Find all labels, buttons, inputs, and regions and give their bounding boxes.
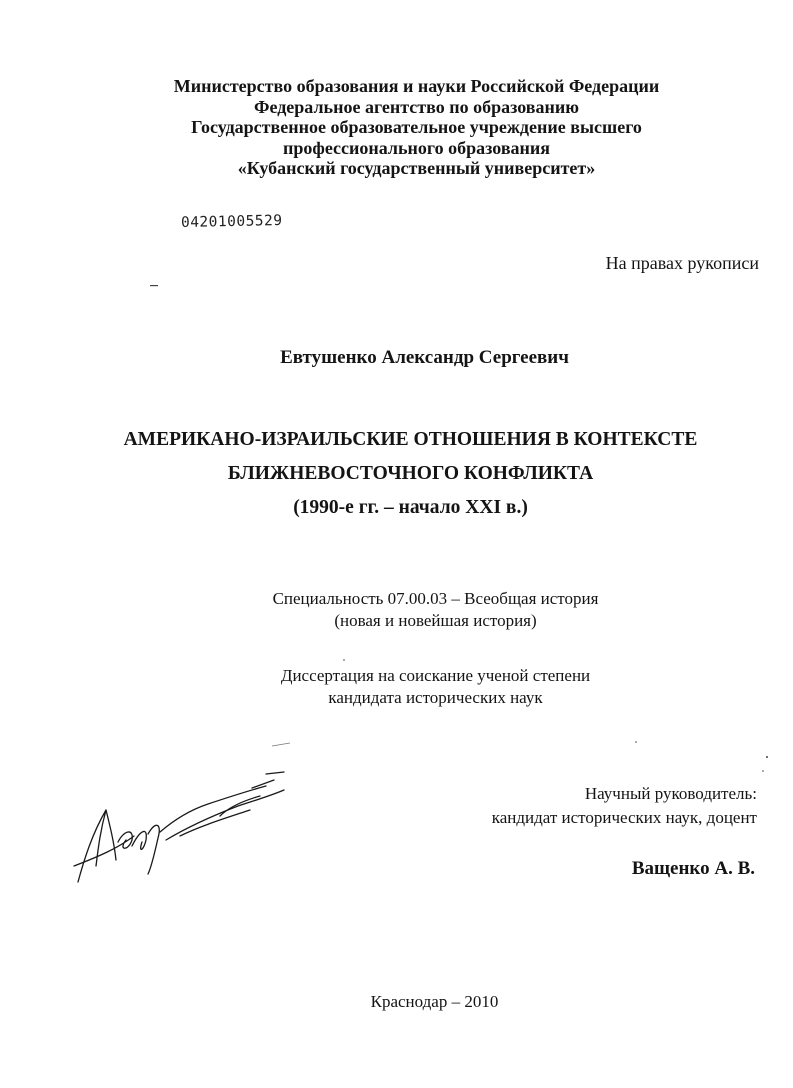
speck xyxy=(343,659,345,661)
advisor-name: Ващенко А. В. xyxy=(631,858,755,879)
advisor-label: Научный руководитель: xyxy=(584,784,757,803)
degree-line-1: Диссертация на соискание ученой степени xyxy=(280,666,591,685)
header-line-education: профессионального образования xyxy=(282,137,551,158)
institution-header xyxy=(0,76,793,179)
advisor-degree: кандидат исторических наук, доцент xyxy=(491,808,757,827)
speck xyxy=(766,756,768,758)
header-line-university: «Кубанский государственный университет» xyxy=(237,158,596,178)
manuscript-rights-note: На правах рукописи xyxy=(605,253,759,273)
speck xyxy=(635,741,637,743)
header-line-institution: Государственное образовательное учреждение высшего xyxy=(191,117,642,137)
author-name: Евтушенко Александр Сергеевич xyxy=(280,347,569,368)
speck xyxy=(762,770,764,772)
title-line-3: (1990-е гг. – начало XXI в.) xyxy=(293,497,528,518)
title-line-1: АМЕРИКАНО-ИЗРАИЛЬСКИЕ ОТНОШЕНИЯ В КОНТЕКСТЕ xyxy=(123,429,698,450)
degree-line-2: кандидата исторических наук xyxy=(328,688,543,707)
handwritten-signature xyxy=(70,770,300,890)
specialty-block xyxy=(0,588,793,632)
header-line-ministry: Министерство образования и науки Российской Федерации xyxy=(173,76,660,96)
speck xyxy=(150,285,158,286)
scientific-advisor xyxy=(492,782,757,830)
speck xyxy=(272,743,290,746)
specialty-line-1: Специальность 07.00.03 – Всеобщая история xyxy=(272,589,599,608)
dissertation-title xyxy=(0,423,793,525)
city-year: Краснодар – 2010 xyxy=(370,992,499,1011)
specialty-line-2: (новая и новейшая история) xyxy=(334,611,537,630)
degree-block xyxy=(0,665,793,709)
header-line-agency: Федеральное агентство по образованию xyxy=(253,96,580,117)
title-line-2: БЛИЖНЕВОСТОЧНОГО КОНФЛИКТА xyxy=(227,463,594,484)
registration-code: 04201005529 xyxy=(180,212,283,232)
